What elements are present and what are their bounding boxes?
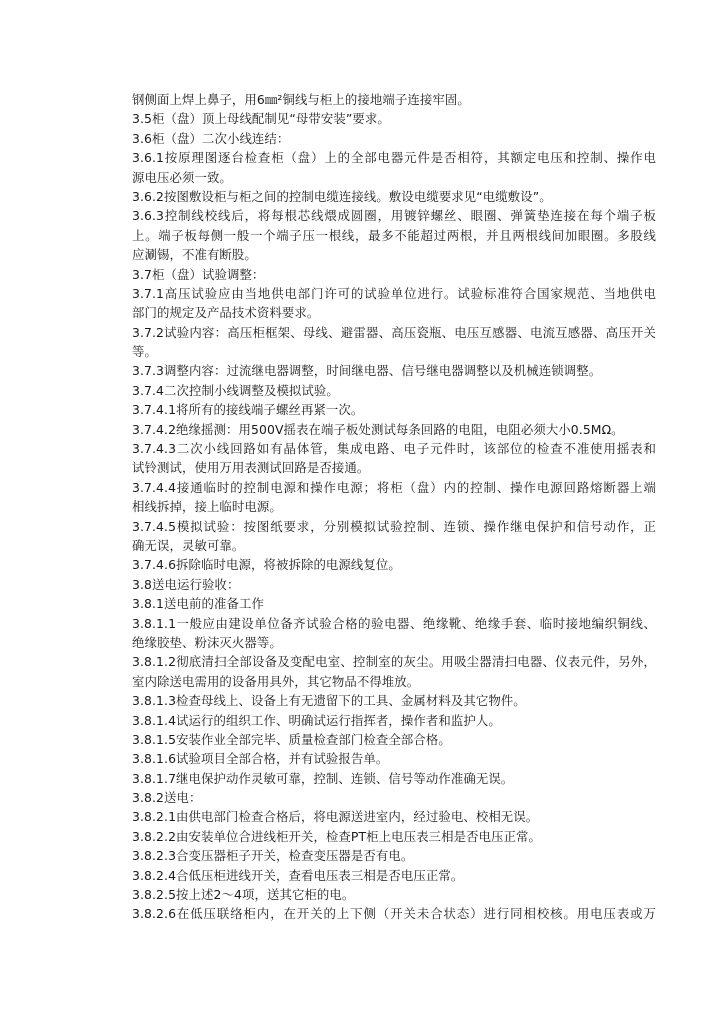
text-line: 3.8.1.5安装作业全部完毕、质量检查部门检查全部合格。 [132,731,451,747]
text-line: 3.8.2.4合低压柜进线开关，查看电压表三相是否电压正常。 [132,867,464,883]
text-line: 3.6.3控制线校线后，将每根芯线煨成圆圈，用镀锌螺丝、眼圈、弹簧垫连接在每个端子板 [132,208,656,224]
text-line: 3.8.2.1由供电部门检查合格后，将电源送进室内，经过验电、校相无误。 [132,809,539,825]
text-line: 确无误，灵敏可靠。 [132,537,245,553]
text-line: 3.8.2.5按上述2～4项，送其它柜的电。 [132,887,355,903]
document-body [132,90,656,924]
text-line: 3.7.4.6拆除临时电源，将被拆除的电源线复位。 [132,557,401,573]
text-line: 绝缘胶垫、粉沫灭火器等。 [132,634,282,650]
text-line: 3.7.4.4接通临时的控制电源和操作电源；将柜（盘）内的控制、操作电源回路熔断器上端 [132,479,656,495]
text-line: 3.7.2试验内容：高压柜框架、母线、避雷器、高压瓷瓶、电压互感器、电流互感器、高压开关 [132,324,656,340]
text-line: 3.6.2按图敷设柜与柜之间的控制电缆连接线。敷设电缆要求见“电缆敷设”。 [132,188,552,204]
text-line: 等。 [132,344,157,360]
text-line: 3.5柜（盘）顶上母线配制见“母带安装”要求。 [132,111,390,127]
text-line: 3.8.1.4试运行的组织工作、明确试运行指挥者，操作者和监护人。 [132,712,501,728]
section-heading: 3.8送电运行验收： [132,576,240,592]
text-line: 3.7.4.3二次小线回路如有晶体管，集成电路、电子元件时，该部位的检查不准使用摇表和 [132,441,656,457]
text-line: 试铃测试，使用万用表测试回路是否接通。 [132,460,370,476]
text-line: 3.8.2.3合变压器柜子开关，检查变压器是否有电。 [132,848,414,864]
text-line: 3.8.2.6在低压联络柜内，在开关的上下侧（开关未合状态）进行同相校核。用电压表或万 [132,906,656,922]
text-line: 源电压必须一致。 [132,169,232,185]
text-line: 3.8.1.2彻底清扫全部设备及变配电室、控制室的灰尘。用吸尘器清扫电器、仪表元件，另外， [132,654,656,670]
text-line: 3.7.4二次控制小线调整及模拟试验。 [132,382,339,398]
section-heading: 3.6柜（盘）二次小线连结： [132,130,290,146]
text-line: 上。端子板每侧一般一个端子压一根线，最多不能超过两根，并且两根线间加眼圈。多股线 [132,227,656,243]
text-line: 3.7.4.1将所有的接线端子螺丝再紧一次。 [132,402,364,418]
section-heading: 3.8.2送电： [132,790,202,806]
text-line: 3.8.1.3检查母线上、设备上有无遗留下的工具、金属材料及其它物件。 [132,693,526,709]
text-line: 3.7.4.5模拟试验：按图纸要求，分别模拟试验控制、连锁、操作继电保护和信号动作，正 [132,518,656,534]
text-line: 3.7.1高压试验应由当地供电部门许可的试验单位进行。试验标准符合国家规范、当地供电 [132,285,656,301]
text-line: 3.7.4.2绝缘摇测：用500V摇表在端子板处测试每条回路的电阻，电阻必须大小0.5MΩ。 [132,421,624,437]
text-line: 3.8.1送电前的准备工作 [132,596,264,612]
text-line: 室内除送电需用的设备用具外，其它物品不得堆放。 [132,673,420,689]
text-line: 3.8.1.1一般应由建设单位备齐试验合格的验电器、绝缘靴、绝缘手套、临时接地编织铜线、 [132,615,656,631]
text-line: 3.8.1.6试验项目全部合格，并有试验报告单。 [132,751,389,767]
text-line: 3.8.2.2由安装单位合进线柜开关，检查PT柜上电压表三相是否电压正常。 [132,828,542,844]
text-line: 3.7.3调整内容：过流继电器调整，时间继电器、信号继电器调整以及机械连锁调整。 [132,363,602,379]
text-line: 3.8.1.7继电保护动作灵敏可靠，控制、连锁、信号等动作准确无误。 [132,770,514,786]
text-line: 部门的规定及产品技术资料要求。 [132,305,320,321]
text-line: 应涮锡，不准有断股。 [132,247,257,263]
text-line: 钢侧面上焊上鼻子，用6㎜²铜线与柜上的接地端子连接牢固。 [132,92,470,107]
text-line: 3.6.1按原理图逐台检查柜（盘）上的全部电器元件是否相符，其额定电压和控制、操作电 [132,150,656,166]
text-line: 相线拆掉，接上临时电源。 [132,499,282,515]
section-heading: 3.7柜（盘）试验调整： [132,266,265,282]
